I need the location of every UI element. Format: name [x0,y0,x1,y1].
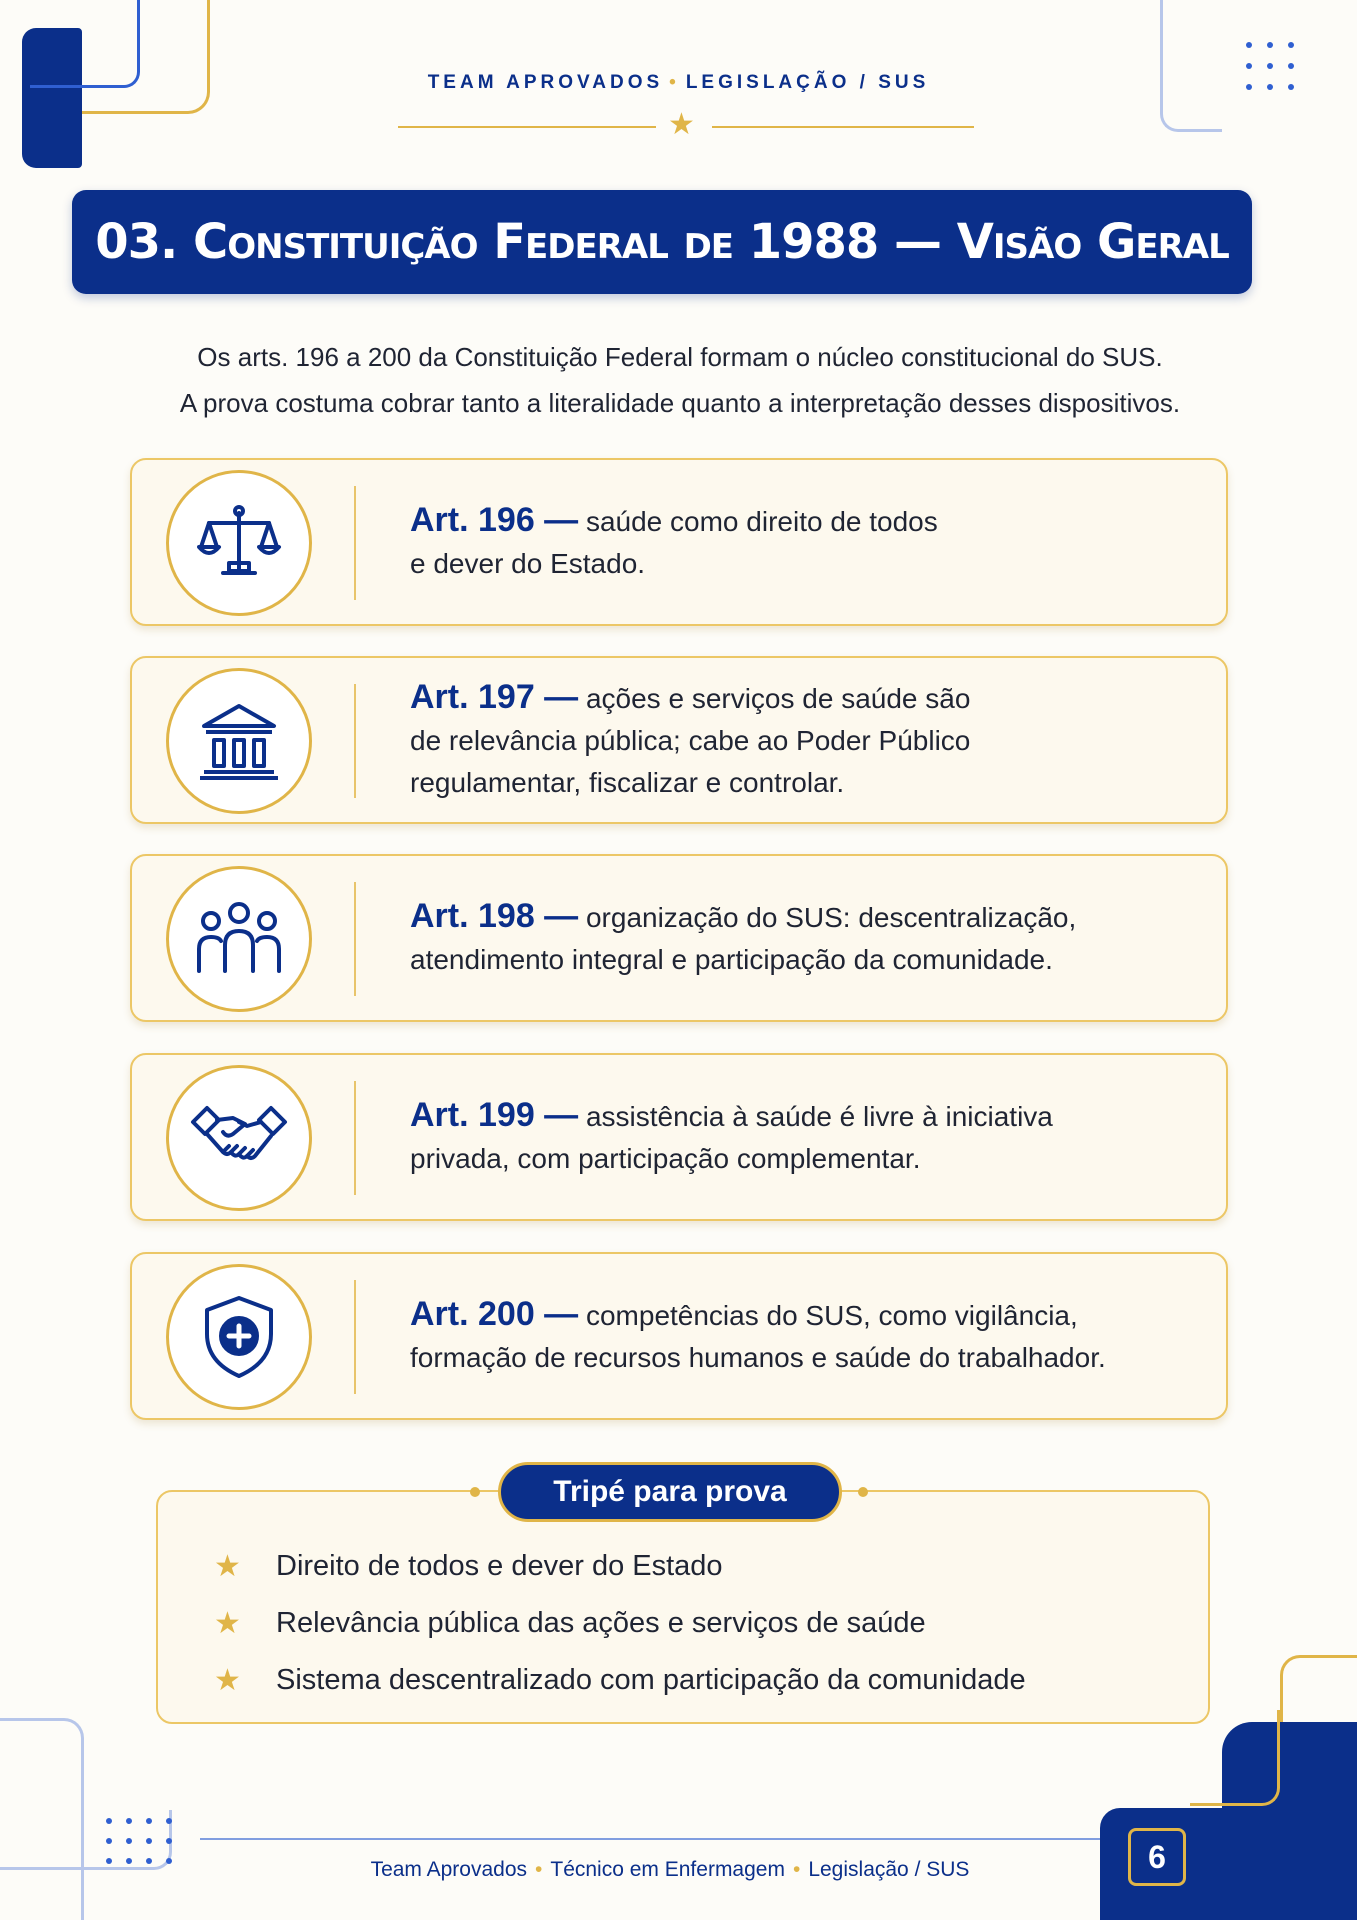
page-title: 03. Constituição Federal de 1988 — Visão Geral [95,214,1229,270]
separator-dot-icon: • [669,72,680,93]
header-brand: TEAM APROVADOS [427,72,664,93]
article-card-197 [130,656,1228,824]
running-footer [200,1858,1140,1882]
government-building-icon [194,696,284,786]
list-item-text: Relevância pública das ações e serviços de saúde [276,1607,926,1639]
icon-badge [166,866,312,1012]
footer-brand: Team Aprovados [370,1858,528,1881]
summary-badge: Tripé para prova [498,1462,842,1522]
article-text [410,658,1186,822]
scales-icon [195,499,283,587]
decorative-dots [106,1818,172,1864]
article-desc: de relevância pública; cabe ao Poder Público [410,725,971,756]
people-group-icon [193,899,285,979]
article-desc: competências do SUS, como vigilância, [585,1300,1078,1331]
list-item [214,1595,1026,1652]
card-divider [354,1081,356,1195]
article-card-198 [130,854,1228,1022]
article-card-196 [130,458,1228,626]
article-desc: regulamentar, fiscalizar e controlar. [410,767,845,798]
list-item [214,1538,1026,1595]
article-number: Art. 197 — [410,678,579,716]
card-divider [354,882,356,996]
icon-badge [166,1065,312,1211]
summary-list [214,1538,1026,1709]
decorative-corner-line [1160,0,1222,132]
article-text [410,460,1186,624]
header-section: LEGISLAÇÃO / SUS [685,72,930,93]
decorative-dot [858,1487,868,1497]
star-icon: ★ [214,1607,241,1640]
list-item [214,1652,1026,1709]
decorative-corner-line [1190,1710,1280,1806]
star-icon: ★ [214,1664,241,1697]
card-divider [354,1280,356,1394]
intro-line: A prova costuma cobrar tanto a literalidade quanto a interpretação desses dispositivos. [179,388,1181,418]
article-number: Art. 196 — [410,501,579,539]
article-number: Art. 199 — [410,1096,579,1134]
article-desc: saúde como direito de todos [585,506,938,537]
title-banner [72,190,1252,294]
article-number: Art. 198 — [410,897,579,935]
icon-badge [166,470,312,616]
article-card-200 [130,1252,1228,1420]
icon-badge [166,1264,312,1410]
article-desc: ações e serviços de saúde são [585,683,971,714]
article-desc: assistência à saúde é livre à iniciativa [585,1101,1053,1132]
list-item-text: Direito de todos e dever do Estado [276,1550,723,1582]
article-number: Art. 200 — [410,1295,579,1333]
article-desc: atendimento integral e participação da comunidade. [410,944,1053,975]
article-text [410,856,1186,1020]
article-text [410,1055,1186,1219]
article-desc: e dever do Estado. [410,548,646,579]
icon-badge [166,668,312,814]
card-divider [354,486,356,600]
article-desc: formação de recursos humanos e saúde do trabalhador. [410,1342,1106,1373]
decorative-dot [470,1487,480,1497]
article-text [410,1254,1186,1418]
article-card-199 [130,1053,1228,1221]
separator-dot-icon: • [792,1858,801,1881]
card-divider [354,684,356,798]
footer-section: Legislação / SUS [808,1858,970,1881]
running-header [0,72,1357,94]
footer-course: Técnico em Enfermagem [550,1858,785,1881]
handshake-icon [189,1100,289,1176]
footer-rule [200,1838,1100,1840]
article-desc: privada, com participação complementar. [410,1143,921,1174]
article-desc: organização do SUS: descentralização, [585,902,1077,933]
intro-paragraph [60,334,1300,426]
header-rule-left [398,126,656,128]
star-icon: ★ [214,1550,241,1583]
separator-dot-icon: • [535,1858,543,1881]
health-shield-icon [199,1292,279,1382]
page-number: 6 [1128,1828,1186,1886]
intro-line: Os arts. 196 a 200 da Constituição Federal formam o núcleo constitucional do SUS. [197,342,1163,372]
list-item-text: Sistema descentralizado com participação da comunidade [276,1664,1026,1696]
star-icon: ★ [668,107,695,142]
header-rule-right [712,126,974,128]
